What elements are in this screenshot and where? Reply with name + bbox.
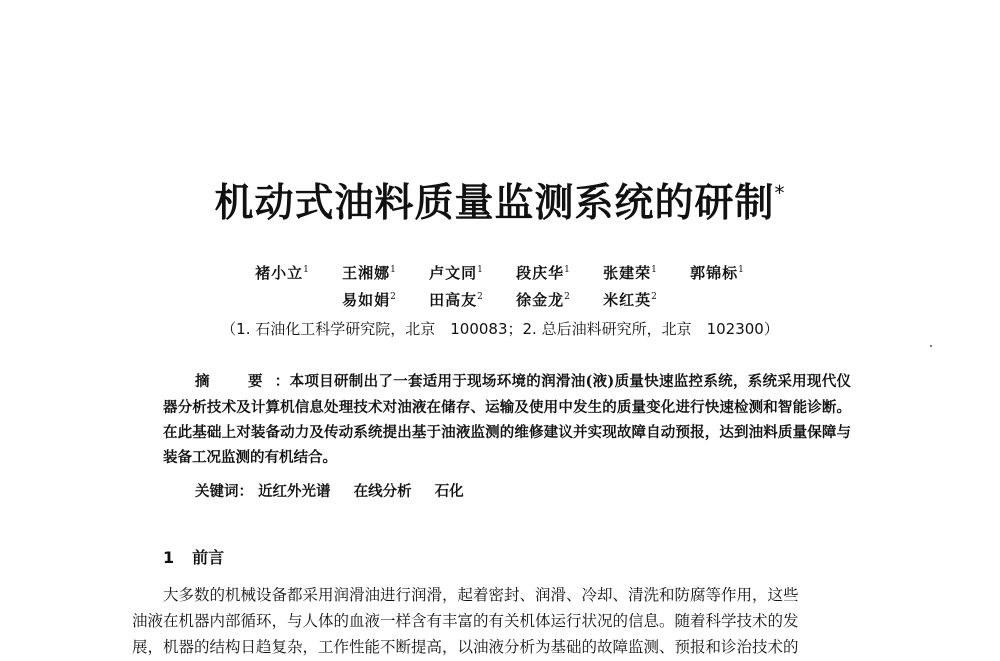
author: 徐金龙$^2$ — [516, 291, 571, 309]
author: 褚小立$^1$ — [255, 264, 310, 282]
section-title: 前言 — [192, 548, 225, 567]
keywords-line — [195, 480, 482, 501]
abstract-paragraph — [163, 369, 851, 470]
keyword: 石化 — [434, 483, 464, 500]
section-number: 1 — [163, 548, 175, 567]
body-paragraph — [132, 582, 888, 660]
body-line: 油液在机器内部循环，与人体的血液一样含有丰富的有关机体运行状况的信息。随着科学技术的发 — [132, 612, 799, 630]
author: 段庆华$^1$ — [516, 264, 571, 282]
author: 易如娟$^2$ — [342, 291, 397, 309]
title-text: 机动式油料质量监测系统的研制 — [214, 181, 775, 226]
paper-title — [0, 168, 1000, 229]
section-heading — [163, 545, 224, 568]
body-line: 大多数的机械设备都采用润滑油进行润滑，起着密封、润滑、冷却、清洗和防腐等作用，这些 — [163, 586, 799, 604]
abstract-label-colon: ： — [274, 374, 290, 390]
author: 郭锦标$^1$ — [690, 264, 745, 282]
keyword: 在线分析 — [353, 483, 412, 500]
author-list-row-1 — [0, 262, 1000, 283]
body-line: 展，机器的结构日趋复杂，工作性能不断提高，以油液分析为基础的故障监测、预报和诊治技术的 — [132, 638, 799, 656]
scan-speck — [930, 345, 932, 347]
abstract-text: 本项目研制出了一套适用于现场环境的润滑油(液)质量快速监控系统，系统采用现代仪器分析技术及计算机信息处理技术对油液在储存、运输及使用中发生的质量变化进行快速检测和智能诊断。在此基础上对装备动力及传动系统提出基于油液监测的维修建议并实现故障自动预报，达到油料质量保障与装备工况监测的有机结合。 — [163, 373, 852, 466]
author: 王湘娜$^1$ — [342, 264, 397, 282]
author: 米红英$^2$ — [603, 291, 658, 309]
affiliation-line: （1. 石油化工科学研究院，北京 100083；2. 总后油料研究所，北京 102300） — [221, 320, 779, 338]
author: 张建荣$^1$ — [603, 264, 658, 282]
author-list-row-2 — [0, 289, 1000, 310]
keywords-label: 关键词： — [195, 484, 253, 500]
author: 卢文同$^1$ — [429, 264, 484, 282]
keyword: 近红外光谱 — [258, 483, 331, 500]
title-footnote-mark: * — [774, 181, 786, 205]
author: 田高友$^2$ — [429, 291, 484, 309]
abstract-label: 摘 要 — [195, 374, 275, 390]
